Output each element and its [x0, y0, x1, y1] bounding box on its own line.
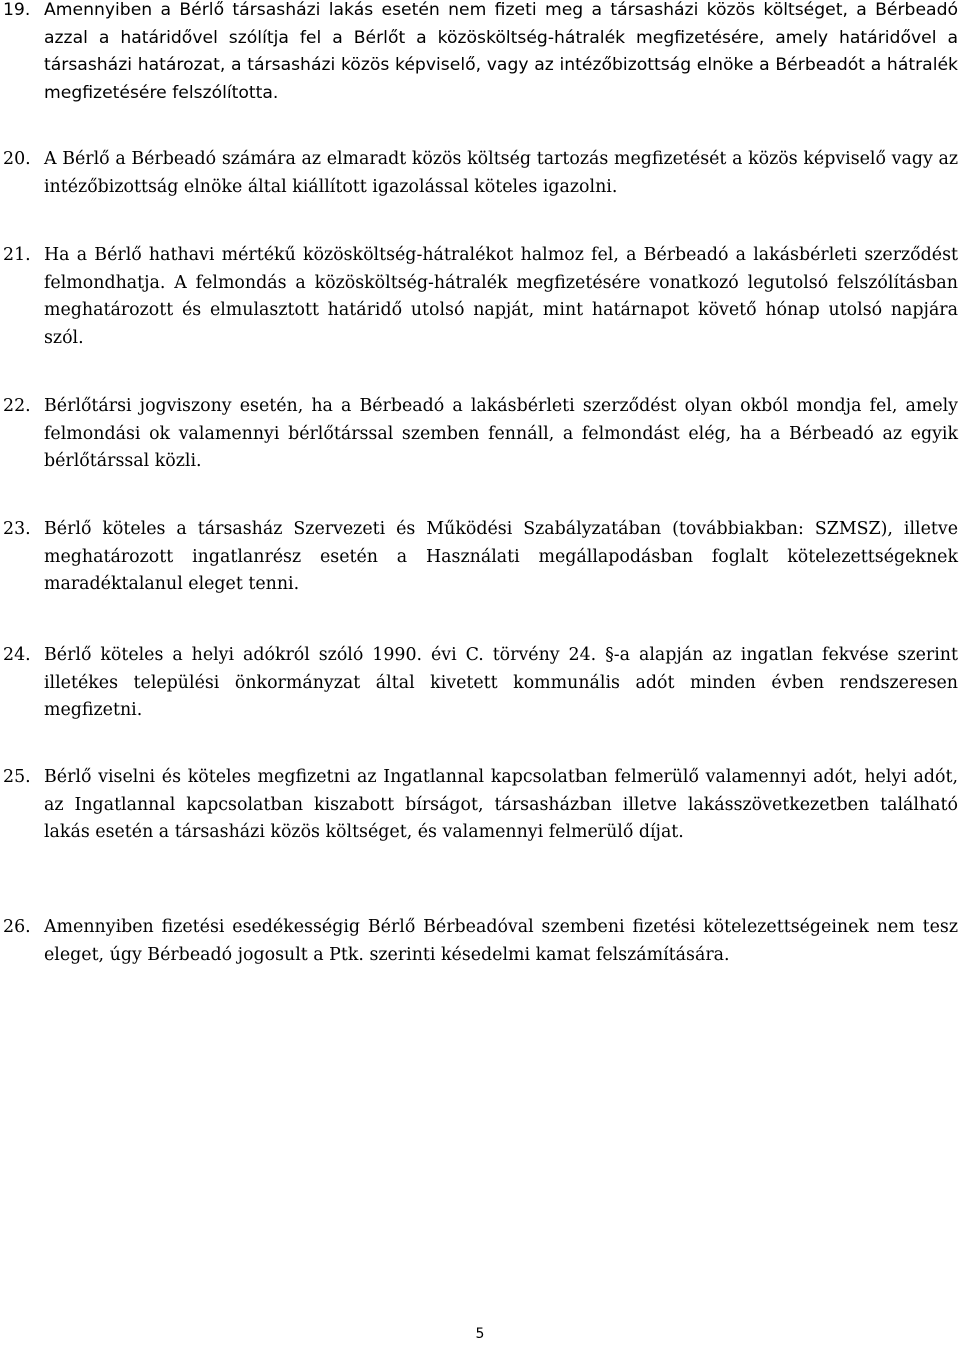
clause-number: 23. [3, 519, 31, 539]
clause-number: 24. [3, 645, 31, 665]
clause-22 [0, 393, 958, 476]
clause-number: 26. [3, 917, 31, 937]
clause-text: Bérlő köteles a társasház Szervezeti és Működési Szabályzatában (továbbiakban: SZMSZ), illetve meghatározott ingatlanrész esetén a Használati megállapodásban foglalt kötelezettségeknek maradéktalanul eleget tenni. [44, 519, 958, 594]
clause-23 [0, 516, 958, 599]
clause-24 [0, 642, 958, 725]
clause-25 [0, 764, 958, 847]
clause-text: Ha a Bérlő hathavi mértékű közösköltség-hátralékot halmoz fel, a Bérbeadó a lakásbérleti szerződést felmondhatja. A felmondás a közösköltség-hátralék megfizetésére vonatkozó legutolsó felszólításban meghatározott és elmulasztott határidő utolsó napját, mint határnapot követő hónap utolsó napjára szól. [44, 245, 958, 348]
clause-text: Bérlőtársi jogviszony esetén, ha a Bérbeadó a lakásbérleti szerződést olyan okból mondja fel, amely felmondási ok valamennyi bérlőtárssal szemben fennáll, a felmondást elég, ha a Bérbeadó az egyik bérlőtárssal közli. [44, 396, 958, 471]
clause-text: Amennyiben a Bérlő társasházi lakás esetén nem fizeti meg a társasházi közös költséget, a Bérbeadó azzal a határidővel szólítja fel a Bérlőt a közösköltség-hátralék megfizetésére, amely határidővel a társasházi határozat, a társasházi közös képviselő, vagy az intézőbizottság elnöke a Bérbeadót a hátralék megfizetésére felszólította. [44, 0, 958, 103]
clause-21 [0, 242, 958, 352]
clause-number: 20. [3, 149, 31, 169]
clause-number: 25. [3, 767, 31, 787]
clause-number: 19. [3, 0, 31, 20]
clause-text: A Bérlő a Bérbeadó számára az elmaradt közös költség tartozás megfizetését a közös képviselő vagy az intézőbizottság elnöke által kiállított igazolással köteles igazolni. [44, 149, 958, 197]
page-number: 5 [475, 1326, 485, 1342]
clause-number: 22. [3, 396, 31, 416]
clause-number: 21. [3, 245, 31, 265]
clause-20 [0, 146, 958, 201]
clause-text: Bérlő köteles a helyi adókról szóló 1990. évi C. törvény 24. §-a alapján az ingatlan fekvése szerint illetékes települési önkormányzat által kivetett kommunális adót minden évben rendszeresen megfizetni. [44, 645, 958, 720]
clause-19 [0, 0, 958, 107]
clause-26 [0, 914, 958, 969]
clause-text: Bérlő viselni és köteles megfizetni az Ingatlannal kapcsolatban felmerülő valamennyi adót, helyi adót, az Ingatlannal kapcsolatban kiszabott bírságot, társasházban illetve lakásszövetkezetben található lakás esetén a társasházi közös költséget, és valamennyi felmerülő díjat. [44, 767, 958, 842]
clause-text: Amennyiben fizetési esedékességig Bérlő Bérbeadóval szembeni fizetési kötelezettségeinek nem tesz eleget, úgy Bérbeadó jogosult a Ptk. szerinti késedelmi kamat felszámítására. [44, 917, 958, 965]
